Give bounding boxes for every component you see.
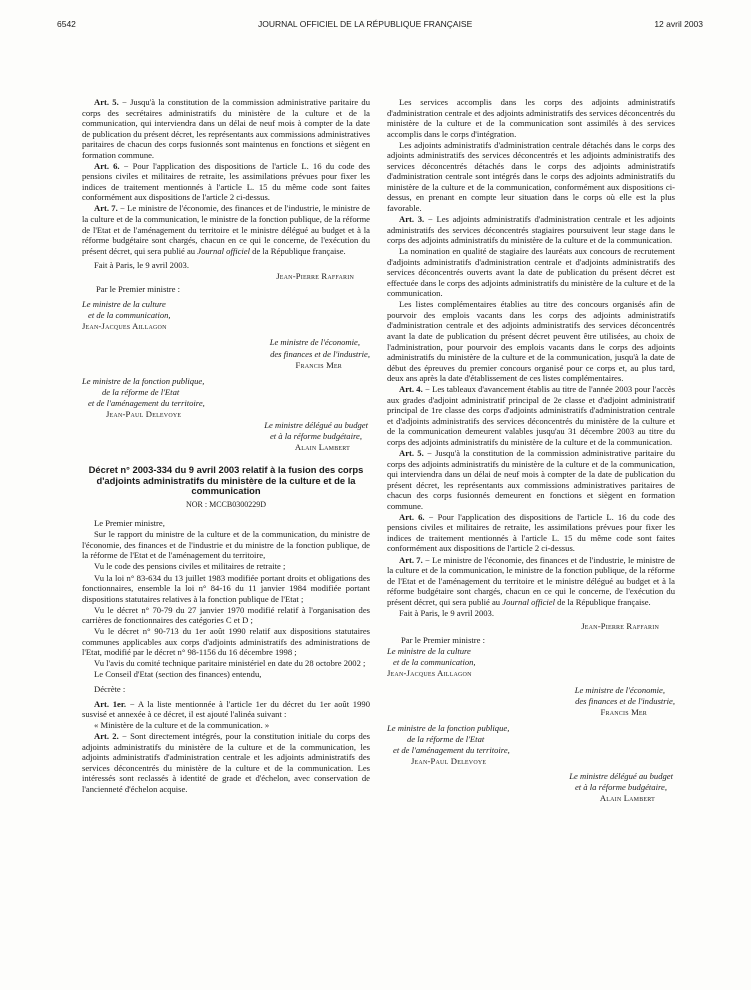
left-column (82, 97, 370, 794)
culture-title-2-right: et de la communication, (393, 656, 476, 667)
visa-7: Le Conseil d'Etat (section des finances) entendu, (94, 669, 262, 680)
visa-1: Sur le rapport du ministre de la culture et de la communication, du ministre de l'économie, des finances et de l'industrie et du ministre de la fonction publique, de la réforme de l'Etat et de l'aménagement du territoire, (82, 529, 370, 561)
article-6: Art. 6. − Pour l'application des dispositions de l'article L. 16 du code des pensions civiles et militaires de retraite, les assimilations prévues pour fixer les indices de traitement mentionnés à l'article L. 15 du même code sont faites conformément aux dispositions de l'article 2 ci-dessus. (82, 160, 371, 203)
fp-title-2: de la réforme de l'Etat (102, 387, 180, 398)
decree-title: Décret n° 2003-334 du 9 avril 2003 relatif à la fusion des corps d'adjoints administratifs du ministère de la culture et de la communication (88, 463, 364, 497)
budget-signatory: Alain Lambert (294, 442, 350, 453)
fp-title-1-right: Le ministre de la fonction publique, (387, 723, 510, 734)
nor-reference: NOR : MCCB0300229D (185, 499, 266, 509)
visa-6: Vu l'avis du comité technique paritaire ministériel en date du 28 octobre 2002 ; (94, 658, 366, 669)
fp-title-3: et de l'aménagement du territoire, (88, 398, 205, 409)
budget-title-1: Le ministre délégué au budget (264, 420, 368, 431)
pm-intro: Le Premier ministre, (94, 518, 165, 529)
budget-title-1-right: Le ministre délégué au budget (569, 770, 673, 781)
right-para-2: Les adjoints administratifs d'administration centrale détachés dans le corps des adjoints administratifs des services déconcentrés et les adjoints administratifs des services déconcentrés détachés dans le corps des adjoints administratifs d'administration centrale sont intégrés dans le corps des adjoints administratifs du ministère de la culture et de la communication, conformément aux dispositions ci-dessus, en prenant en compte leur situation dans le corps où elle est la plus favorable. (387, 139, 675, 213)
fp-title-2-right: de la réforme de l'Etat (407, 734, 485, 745)
signature-block-right (387, 621, 675, 803)
culture-title-1-right: Le ministre de la culture (387, 645, 471, 656)
article-2: Art. 2. − Sont directement intégrés, pour la constitution initiale du corps des adjoints administratifs du ministère de la culture et de la communication, les adjoints administratifs d'administration centrale et les adjoints administratifs des services déconcentrés du ministère de la culture et de la communication. Les intéressés sont reclassés à identité de grade et d'échelon, avec conservation de l'ancienneté d'échelon acquise. (82, 731, 371, 794)
by-pm-right: Par le Premier ministre : (401, 634, 486, 645)
eco-title-2: des finances et de l'industrie, (270, 348, 370, 359)
signature-pm-right: Jean-Pierre Raffarin (581, 621, 659, 632)
budget-signatory-right: Alain Lambert (599, 792, 655, 803)
eco-signatory-right: Francis Mer (600, 706, 647, 717)
signature-pm: Jean-Pierre Raffarin (276, 270, 354, 281)
culture-signatory-right: Jean-Jacques Aillagon (387, 667, 472, 678)
article-4: Art. 4. − Les tableaux d'avancement établis au titre de l'année 2003 pour l'accès aux grades d'adjoint administratif principal de 2e classe et d'adjoint administratif principal de 1re classe des corps d'adjoints administratifs d'administration centrale et d'adjoints administratifs des services déconcentrés du ministère de la culture et de la communication demeurent valables jusqu'au 31 décembre 2003 au titre du corps des adjoints administratifs du ministère de la culture et de la communication. (387, 384, 676, 447)
culture-signatory: Jean-Jacques Aillagon (82, 320, 167, 331)
budget-title-2: et à la réforme budgétaire, (269, 431, 362, 442)
done-at-right: Fait à Paris, le 9 avril 2003. (399, 607, 494, 618)
article-1: Art. 1er. − A la liste mentionnée à l'article 1er du décret du 1er août 1990 susvisé et annexée à ce décret, il est ajouté l'alinéa suivant : (82, 698, 370, 720)
eco-title-1: Le ministre de l'économie, (269, 337, 360, 348)
fp-signatory: Jean-Paul Delevoye (106, 409, 182, 420)
visa-5: Vu le décret n° 90-713 du 1er août 1990 relatif aux dispositions statutaires communes applicables aux corps d'adjoints administratifs des administrations de l'Etat, modifié par le décret n° 98-1156 du 16 décembre 1998 ; (82, 626, 370, 658)
page-header (57, 16, 703, 32)
done-at: Fait à Paris, le 9 avril 2003. (94, 260, 189, 271)
visa-2: Vu le code des pensions civiles et militaires de retraite ; (94, 561, 286, 572)
right-para-3: La nomination en qualité de stagiaire des lauréats aux concours de recrutement d'adjoints administratifs d'administration centrale et d'adjoints administratifs des services déconcentrés ouverts avant la date de publication du présent décret est effectuée dans le corps des adjoints administratifs du ministère de la culture et de la communication. (387, 246, 675, 299)
eco-title-2-right: des finances et de l'industrie, (575, 695, 675, 706)
article-7-right: Art. 7. − Le ministre de l'économie, des finances et de l'industrie, le ministre de la culture et de la communication, le ministre de la fonction publique, de la réforme de l'Etat et de l'aménagement du territoire et le ministre délégué au budget et à la réforme budgétaire sont chargés, chacun en ce qui le concerne, de l'exécution du présent décret, qui sera publié au Journal officiel de la République française. (387, 554, 675, 607)
decrete: Décrète : (94, 683, 126, 694)
right-para-1: Les services accomplis dans les corps des adjoints administratifs d'administration centrale et des adjoints administratifs des services déconcentrés du ministère de la culture et de la communication sont assimilés à des services accomplis dans le corps d'intégration. (387, 97, 675, 139)
issue-date: 12 avril 2003 (654, 19, 703, 29)
visa-3: Vu la loi n° 83-634 du 13 juillet 1983 modifiée portant droits et obligations des fonctionnaires, ensemble la loi n° 84-16 du 11 janvier 1984 modifiée portant dispositions statutaires relatives à la fonction publique de l'Etat ; (82, 572, 370, 604)
by-pm: Par le Premier ministre : (96, 284, 181, 295)
article-1-quote: « Ministère de la culture et de la communication. » (94, 720, 270, 731)
culture-title-2: et de la communication, (88, 309, 171, 320)
fp-title-3-right: et de l'aménagement du territoire, (393, 745, 510, 756)
article-5: Art. 5. − Jusqu'à la constitution de la commission administrative paritaire du corps des secrétaires administratifs du ministère de la culture et de la communication, qui interviendra dans un délai de neuf mois à compter de la date de publication du présent décret, les représentants aux commissions administratives paritaires de chacun des corps fusionnés sont maintenus en fonctions et siègent en formation commune. (82, 97, 371, 160)
fp-signatory-right: Jean-Paul Delevoye (411, 756, 487, 767)
journal-title: JOURNAL OFFICIEL DE LA RÉPUBLIQUE FRANÇAISE (257, 19, 473, 29)
article-3: Art. 3. − Les adjoints administratifs d'administration centrale et les adjoints administratifs des services déconcentrés stagiaires poursuivent leur stage dans le corps des adjoints administratifs du ministère de la culture et de la communication. (387, 214, 676, 246)
page-number: 6542 (57, 19, 76, 29)
eco-signatory: Francis Mer (295, 359, 342, 370)
article-5-right: Art. 5. − Jusqu'à la constitution de la commission administrative paritaire du corps des adjoints administratifs du ministère de la culture et de la communication, qui interviendra dans un délai de neuf mois à compter de la date de publication du présent décret, les représentants aux commissions administratives paritaires de chacun des corps fusionnés demeurent en fonctions et siègent en formation commune. (387, 448, 676, 511)
right-column (387, 97, 675, 804)
budget-title-2-right: et à la réforme budgétaire, (574, 781, 667, 792)
visa-4: Vu le décret n° 70-79 du 27 janvier 1970 modifié relatif à l'organisation des carrières de fonctionnaires des catégories C et D ; (82, 604, 370, 626)
signature-block (82, 271, 370, 453)
eco-title-1-right: Le ministre de l'économie, (574, 684, 665, 695)
right-para-4: Les listes complémentaires établies au titre des concours organisés afin de pourvoir des emplois vacants dans les corps des adjoints administratifs d'administration centrale et des adjoints administratifs des services déconcentrés avant la date de publication du présent décret peuvent être utilisées, au choix de l'administration, pour pourvoir des emplois vacants dans le corps des adjoints administratifs du ministère de la culture et de la communication, jusqu'à la date de début des épreuves du premier concours organisé pour ce corps et, au plus tard, deux ans après la date d'établissement de ces listes complémentaires. (387, 299, 675, 384)
article-6-right: Art. 6. − Pour l'application des dispositions de l'article L. 16 du code des pensions civiles et militaires de retraite, les assimilations prévues pour fixer les indices de traitement mentionnés à l'article L. 15 du même code sont faites conformément aux dispositions de l'article 2 ci-dessus. (387, 511, 676, 554)
culture-title-1: Le ministre de la culture (82, 298, 166, 309)
article-7: Art. 7. − Le ministre de l'économie, des finances et de l'industrie, le ministre de la culture et de la communication, le ministre de la fonction publique, de la réforme de l'Etat et de l'aménagement du territoire et le ministre délégué au budget et à la réforme budgétaire sont chargés, chacun en ce qui le concerne, de l'exécution du présent décret, qui sera publié au Journal officiel de la République française. (82, 203, 370, 256)
fp-title-1: Le ministre de la fonction publique, (82, 376, 205, 387)
